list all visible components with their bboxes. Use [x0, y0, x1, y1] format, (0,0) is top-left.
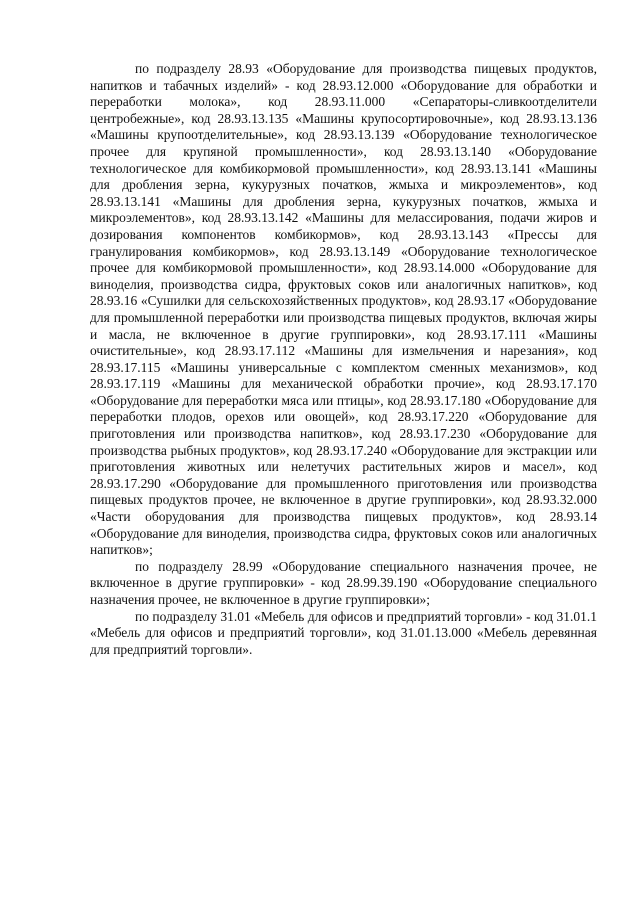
- paragraph-subsection-28-99: по подразделу 28.99 «Оборудование специального назначения прочее, не включенное в другие группировки» - код 28.99.39.190 «Оборудование специального назначения прочее, не включенное в другие группировки»;: [90, 558, 597, 607]
- paragraph-subsection-28-93: по подразделу 28.93 «Оборудование для производства пищевых продуктов, напитков и табачных изделий» - код 28.93.12.000 «Оборудование для обработки и переработки молока», код 28.93.11.000 «Сепараторы-сливкоотделители центробежные», код 28.93.13.135 «Машины крупосортировочные», код 28.93.13.136 «Машины крупоотделительные», код 28.93.13.139 «Оборудование технологическое прочее для крупяной промышленности», код 28.93.13.140 «Оборудование технологическое для комбикормовой промышленности», код 28.93.13.141 «Машины для дробления зерна, кукурузных початков, жмыха и микроэлементов», код 28.93.13.141 «Машины для дробления зерна, кукурузных початков, жмыха и микроэлементов», код 28.93.13.142 «Машины для мелассирования, подачи жиров и дозирования компонентов комбикормов», код 28.93.13.143 «Прессы для гранулирования комбикормов», код 28.93.13.149 «Оборудование технологическое прочее для комбикормовой промышленности», код 28.93.14.000 «Оборудование для виноделия, производства сидра, фруктовых соков или аналогичных напитков», код 28.93.16 «Сушилки для сельскохозяйственных продуктов», код 28.93.17 «Оборудование для промышленной переработки или производства пищевых продуктов, включая жиры и масла, не включенное в другие группировки», код 28.93.17.111 «Машины очистительные», код 28.93.17.112 «Машины для измельчения и нарезания», код 28.93.17.115 «Машины универсальные с комплектом сменных механизмов», код 28.93.17.119 «Машины для механической обработки прочие», код 28.93.17.170 «Оборудование для переработки мяса или птицы», код 28.93.17.180 «Оборудование для переработки плодов, орехов или овощей», код 28.93.17.220 «Оборудование для приготовления или производства напитков», код 28.93.17.230 «Оборудование для производства рыбных продуктов», код 28.93.17.240 «Оборудование для экстракции или приготовления животных или нелетучих растительных жиров и масел», код 28.93.17.290 «Оборудование для промышленного приготовления или производства пищевых продуктов прочее, не включенное в другие группировки», код 28.93.32.000 «Части оборудования для производства пищевых продуктов», код 28.93.14 «Оборудование для виноделия, производства сидра, фруктовых соков или аналогичных напитков»;: [90, 61, 597, 558]
- document-body: [90, 61, 597, 658]
- paragraph-subsection-31-01: по подразделу 31.01 «Мебель для офисов и предприятий торговли» - код 31.01.1 «Мебель для офисов и предприятий торговли», код 31.01.13.000 «Мебель деревянная для предприятий торговли».: [90, 608, 597, 657]
